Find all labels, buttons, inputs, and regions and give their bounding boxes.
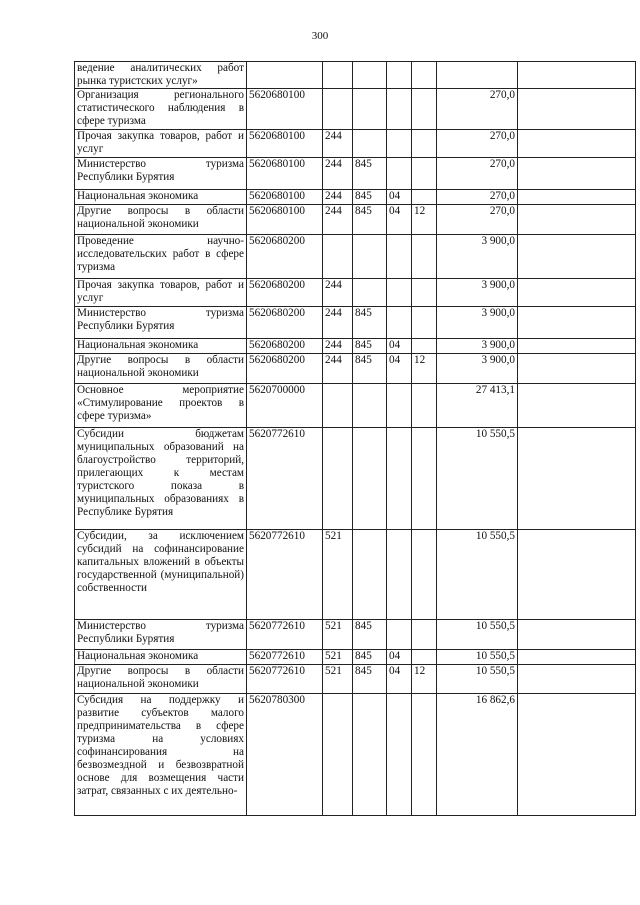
row-vr-cell: 244 [323, 279, 353, 307]
row-name-cell: ведение аналитических работ рынка туристских услуг» [75, 62, 247, 89]
row-code-cell: 5620680200 [247, 279, 323, 307]
row-pr-cell: 12 [412, 354, 437, 384]
row-pr-cell [412, 190, 437, 205]
row-pr-cell [412, 620, 437, 650]
row-rz-cell [387, 620, 412, 650]
row-gr-cell: 845 [353, 307, 387, 339]
row-vr-cell: 521 [323, 620, 353, 650]
row-gr-cell: 845 [353, 650, 387, 665]
row-vr-cell [323, 89, 353, 130]
row-gr-cell [353, 130, 387, 158]
table-row [75, 62, 636, 89]
row-name-cell: Основное мероприятие «Стимулирование проектов в сфере туризма» [75, 384, 247, 428]
row-rz-cell: 04 [387, 354, 412, 384]
row-vr-cell: 521 [323, 650, 353, 665]
row-extra-cell [518, 428, 636, 530]
row-pr-cell: 12 [412, 205, 437, 235]
table-row [75, 384, 636, 428]
table-row [75, 620, 636, 650]
table-row [75, 235, 636, 279]
row-gr-cell [353, 235, 387, 279]
row-pr-cell [412, 339, 437, 354]
row-rz-cell [387, 307, 412, 339]
row-extra-cell [518, 354, 636, 384]
row-extra-cell [518, 384, 636, 428]
row-name-cell: Национальная экономика [75, 650, 247, 665]
row-rz-cell [387, 279, 412, 307]
table-row [75, 279, 636, 307]
row-name-cell: Другие вопросы в области национальной экономики [75, 354, 247, 384]
row-sum-cell [437, 62, 518, 89]
row-pr-cell [412, 89, 437, 130]
page-number: 300 [311, 30, 329, 42]
row-name-cell: Субсидия на поддержку и развитие субъектов малого предпринимательства в сфере туризма на условиях софинансирования на безвозмездной и безвозвратной основе для возмещения части затрат, связанных с их деятельно- [75, 694, 247, 816]
row-gr-cell [353, 384, 387, 428]
row-sum-cell: 10 550,5 [437, 530, 518, 620]
row-extra-cell [518, 158, 636, 190]
table-row [75, 354, 636, 384]
table-row [75, 205, 636, 235]
row-name-cell: Субсидии бюджетам муниципальных образований на благоустройство территорий, прилегающих к местам туристского показа в муниципальных образованиях в Республике Бурятия [75, 428, 247, 530]
row-name-cell: Министерство туризма Республики Бурятия [75, 620, 247, 650]
row-code-cell: 5620772610 [247, 428, 323, 530]
row-sum-cell: 270,0 [437, 158, 518, 190]
table-row [75, 665, 636, 694]
row-gr-cell [353, 279, 387, 307]
row-rz-cell [387, 694, 412, 816]
row-extra-cell [518, 620, 636, 650]
row-rz-cell: 04 [387, 665, 412, 694]
budget-table [74, 61, 636, 816]
row-vr-cell [323, 62, 353, 89]
row-code-cell: 5620680200 [247, 235, 323, 279]
row-sum-cell: 3 900,0 [437, 279, 518, 307]
row-code-cell: 5620772610 [247, 665, 323, 694]
row-rz-cell [387, 428, 412, 530]
row-gr-cell: 845 [353, 158, 387, 190]
row-pr-cell [412, 130, 437, 158]
row-vr-cell: 244 [323, 130, 353, 158]
row-code-cell [247, 62, 323, 89]
row-sum-cell: 10 550,5 [437, 650, 518, 665]
table-row [75, 130, 636, 158]
row-code-cell: 5620680200 [247, 354, 323, 384]
row-extra-cell [518, 530, 636, 620]
row-name-cell: Министерство туризма Республики Бурятия [75, 307, 247, 339]
row-vr-cell [323, 694, 353, 816]
row-name-cell: Другие вопросы в области национальной экономики [75, 205, 247, 235]
table-row [75, 694, 636, 816]
row-code-cell: 5620700000 [247, 384, 323, 428]
row-extra-cell [518, 307, 636, 339]
row-sum-cell: 270,0 [437, 89, 518, 130]
row-extra-cell [518, 205, 636, 235]
table-row [75, 89, 636, 130]
row-extra-cell [518, 279, 636, 307]
row-sum-cell: 270,0 [437, 190, 518, 205]
row-vr-cell: 521 [323, 530, 353, 620]
row-pr-cell [412, 307, 437, 339]
row-rz-cell: 04 [387, 190, 412, 205]
row-vr-cell: 244 [323, 307, 353, 339]
row-pr-cell [412, 235, 437, 279]
row-pr-cell [412, 158, 437, 190]
row-sum-cell: 3 900,0 [437, 339, 518, 354]
row-vr-cell: 244 [323, 205, 353, 235]
row-rz-cell [387, 62, 412, 89]
row-pr-cell [412, 384, 437, 428]
row-sum-cell: 3 900,0 [437, 354, 518, 384]
row-extra-cell [518, 665, 636, 694]
row-sum-cell: 10 550,5 [437, 665, 518, 694]
row-gr-cell: 845 [353, 339, 387, 354]
row-sum-cell: 3 900,0 [437, 235, 518, 279]
row-gr-cell [353, 428, 387, 530]
row-vr-cell [323, 428, 353, 530]
budget-table-body [75, 62, 636, 816]
row-rz-cell: 04 [387, 339, 412, 354]
row-rz-cell: 04 [387, 650, 412, 665]
row-pr-cell [412, 650, 437, 665]
row-extra-cell [518, 650, 636, 665]
row-sum-cell: 270,0 [437, 205, 518, 235]
row-code-cell: 5620680100 [247, 89, 323, 130]
row-code-cell: 5620680100 [247, 205, 323, 235]
table-row [75, 530, 636, 620]
table-row [75, 158, 636, 190]
row-name-cell: Организация регионального статистического наблюдения в сфере туризма [75, 89, 247, 130]
row-code-cell: 5620680200 [247, 339, 323, 354]
row-name-cell: Проведение научно-исследовательских работ в сфере туризма [75, 235, 247, 279]
row-code-cell: 5620680200 [247, 307, 323, 339]
row-sum-cell: 10 550,5 [437, 620, 518, 650]
row-gr-cell [353, 530, 387, 620]
row-name-cell: Министерство туризма Республики Бурятия [75, 158, 247, 190]
table-row [75, 307, 636, 339]
row-code-cell: 5620680100 [247, 158, 323, 190]
row-extra-cell [518, 89, 636, 130]
row-rz-cell [387, 89, 412, 130]
row-code-cell: 5620772610 [247, 650, 323, 665]
row-code-cell: 5620680100 [247, 130, 323, 158]
row-rz-cell [387, 530, 412, 620]
table-row [75, 190, 636, 205]
row-code-cell: 5620772610 [247, 620, 323, 650]
row-name-cell: Национальная экономика [75, 190, 247, 205]
row-pr-cell [412, 694, 437, 816]
row-vr-cell: 244 [323, 158, 353, 190]
row-sum-cell: 27 413,1 [437, 384, 518, 428]
row-vr-cell: 244 [323, 190, 353, 205]
row-extra-cell [518, 694, 636, 816]
row-gr-cell: 845 [353, 620, 387, 650]
row-rz-cell: 04 [387, 205, 412, 235]
row-vr-cell [323, 235, 353, 279]
row-pr-cell [412, 279, 437, 307]
row-vr-cell: 244 [323, 354, 353, 384]
row-sum-cell: 270,0 [437, 130, 518, 158]
row-name-cell: Другие вопросы в области национальной экономики [75, 665, 247, 694]
row-name-cell: Национальная экономика [75, 339, 247, 354]
row-gr-cell: 845 [353, 205, 387, 235]
table-row [75, 339, 636, 354]
table-row [75, 428, 636, 530]
row-extra-cell [518, 235, 636, 279]
row-sum-cell: 3 900,0 [437, 307, 518, 339]
row-vr-cell [323, 384, 353, 428]
row-gr-cell: 845 [353, 354, 387, 384]
row-gr-cell: 845 [353, 190, 387, 205]
row-code-cell: 5620680100 [247, 190, 323, 205]
row-rz-cell [387, 235, 412, 279]
row-extra-cell [518, 339, 636, 354]
row-code-cell: 5620772610 [247, 530, 323, 620]
row-gr-cell: 845 [353, 665, 387, 694]
table-row [75, 650, 636, 665]
row-name-cell: Прочая закупка товаров, работ и услуг [75, 130, 247, 158]
row-name-cell: Прочая закупка товаров, работ и услуг [75, 279, 247, 307]
row-rz-cell [387, 384, 412, 428]
row-name-cell: Субсидии, за исключением субсидий на софинансирование капитальных вложений в объекты государственной (муниципальной) собственности [75, 530, 247, 620]
row-gr-cell [353, 62, 387, 89]
row-rz-cell [387, 158, 412, 190]
row-pr-cell: 12 [412, 665, 437, 694]
row-pr-cell [412, 530, 437, 620]
row-extra-cell [518, 130, 636, 158]
row-gr-cell [353, 694, 387, 816]
row-pr-cell [412, 62, 437, 89]
row-rz-cell [387, 130, 412, 158]
row-vr-cell: 521 [323, 665, 353, 694]
row-pr-cell [412, 428, 437, 530]
row-gr-cell [353, 89, 387, 130]
row-vr-cell: 244 [323, 339, 353, 354]
row-extra-cell [518, 190, 636, 205]
row-code-cell: 5620780300 [247, 694, 323, 816]
row-sum-cell: 16 862,6 [437, 694, 518, 816]
row-extra-cell [518, 62, 636, 89]
row-sum-cell: 10 550,5 [437, 428, 518, 530]
